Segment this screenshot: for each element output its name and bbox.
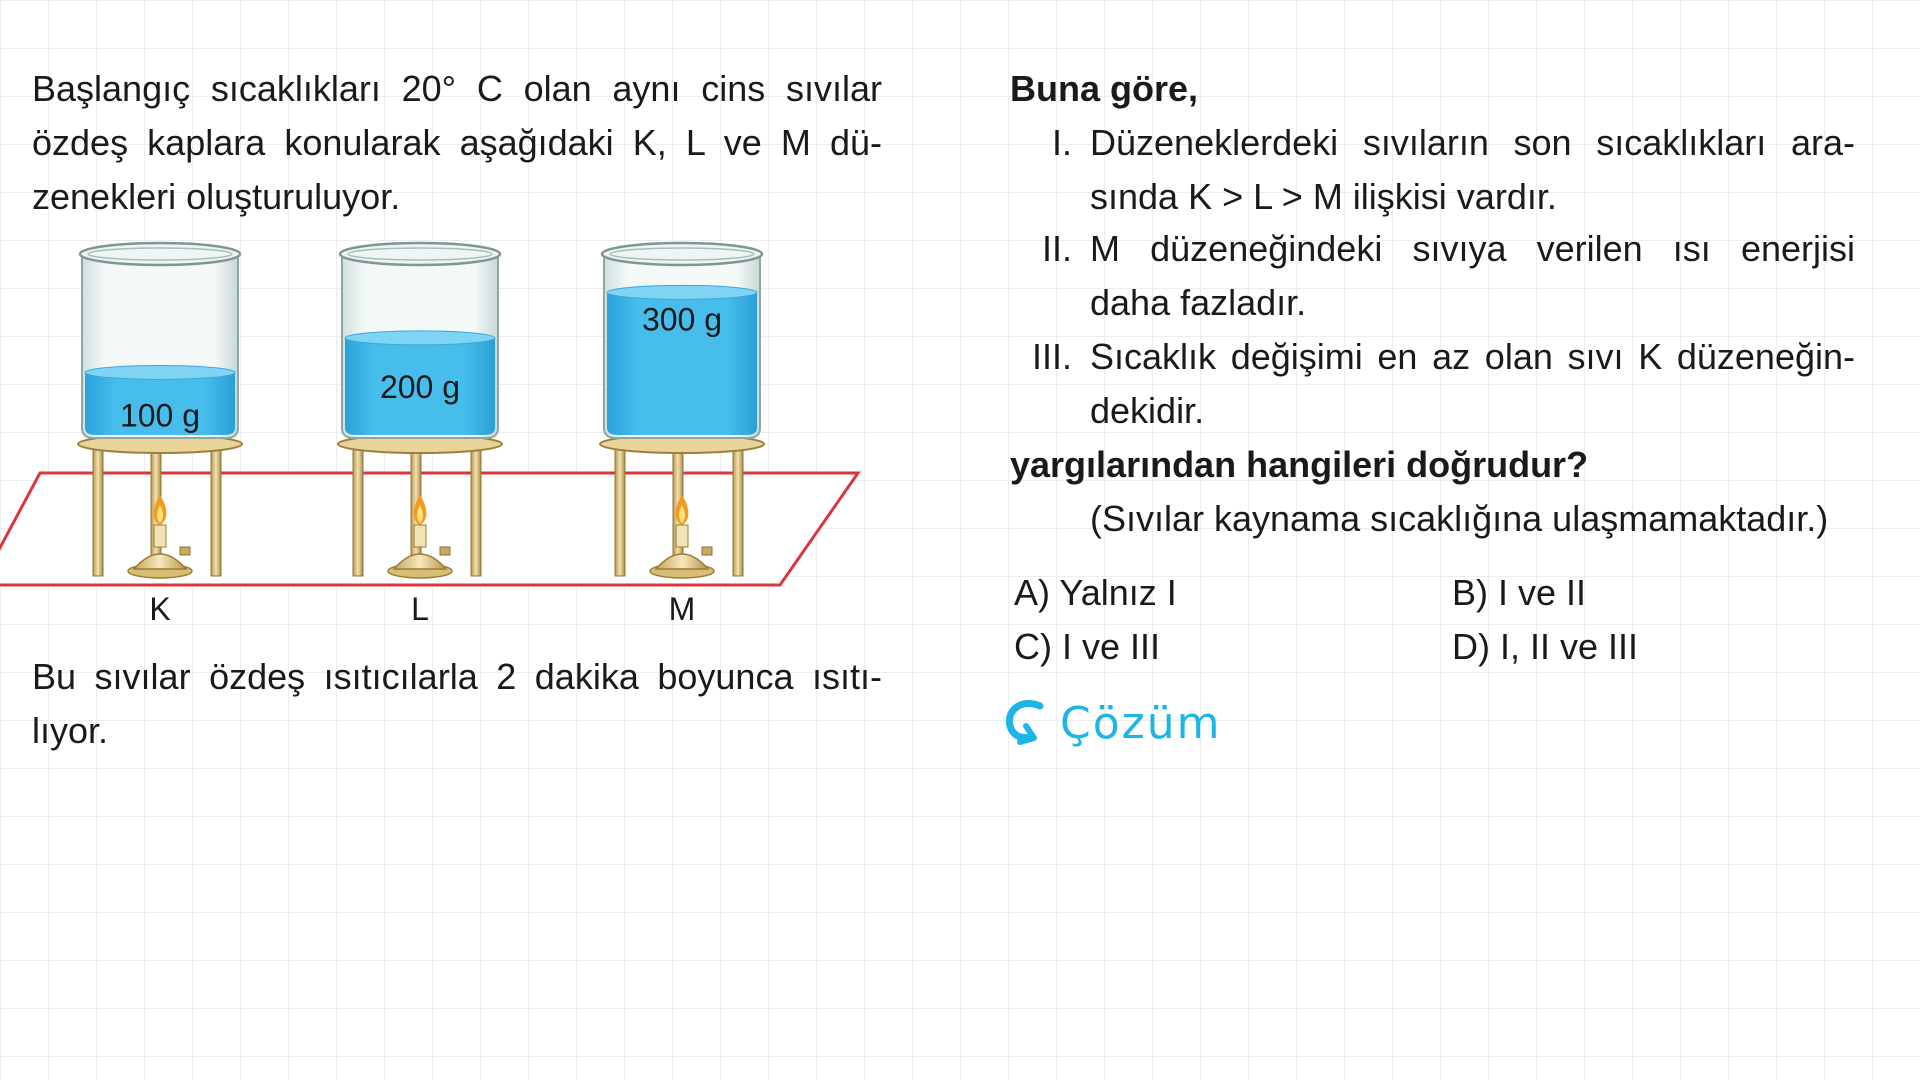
- statement-number: III.: [1031, 336, 1072, 377]
- stand-leg: [733, 444, 743, 576]
- heating-line: lıyor.: [32, 710, 109, 751]
- setup-label: M: [668, 591, 696, 627]
- setup-label: L: [411, 591, 429, 627]
- water-surface: [345, 331, 495, 345]
- stand-leg: [93, 444, 103, 576]
- intro-paragraph: [32, 62, 882, 224]
- statement-number: I.: [1051, 122, 1072, 163]
- setup-label: K: [149, 591, 171, 627]
- intro-line: Başlangıç sıcaklıkları 20° C olan aynı cins sıvılar: [32, 68, 882, 109]
- beaker-rim: [602, 243, 762, 265]
- statement-line: sında K > L > M ilişkisi vardır.: [1090, 176, 1557, 217]
- experiment-figure: [0, 220, 880, 640]
- statement-1: [1010, 116, 1855, 224]
- statement-3: [1010, 330, 1855, 438]
- question-lead: Buna göre,: [1010, 68, 1199, 109]
- beaker-mass-label: 200 g: [379, 368, 461, 405]
- beaker-rim: [80, 243, 240, 265]
- solution-label: Çözüm: [1060, 698, 1222, 749]
- beaker-setup-l: [338, 243, 502, 627]
- option-b[interactable]: B) I ve II: [1452, 572, 1587, 613]
- beaker-rim: [340, 243, 500, 265]
- water-surface: [85, 365, 235, 379]
- water-surface: [607, 285, 757, 299]
- beaker-mass-label: 100 g: [119, 397, 201, 434]
- option-a[interactable]: A) Yalnız I: [1014, 572, 1177, 613]
- burner-knob: [180, 547, 190, 555]
- statement-line: Düzeneklerdeki sıvıların son sıcaklıkları ara-: [1090, 122, 1855, 163]
- stand-leg: [471, 444, 481, 576]
- stand-leg: [615, 444, 625, 576]
- stand-leg: [353, 444, 363, 576]
- statement-line: daha fazladır.: [1090, 282, 1307, 323]
- solution-arrow-icon: [1000, 696, 1050, 752]
- stand-leg: [211, 444, 221, 576]
- beaker-mass-label: 300 g: [641, 301, 723, 338]
- question-note: (Sıvılar kaynama sıcaklığına ulaşmamaktadır.): [1090, 498, 1829, 539]
- statement-line: Sıcaklık değişimi en az olan sıvı K düzeneğin-: [1090, 336, 1855, 377]
- burner-wick-holder: [676, 525, 688, 547]
- beaker-setup-m: [600, 243, 764, 627]
- intro-line: zenekleri oluşturuluyor.: [32, 176, 401, 217]
- beaker-setup-k: [78, 243, 242, 627]
- statement-2: [1010, 222, 1855, 330]
- burner-knob: [702, 547, 712, 555]
- statement-line: dekidir.: [1090, 390, 1205, 431]
- burner-wick-holder: [414, 525, 426, 547]
- heating-paragraph: [32, 650, 882, 758]
- heating-line: Bu sıvılar özdeş ısıtıcılarla 2 dakika boyunca ısıtı-: [32, 656, 882, 697]
- intro-line: özdeş kaplara konularak aşağıdaki K, L ve M dü-: [32, 122, 882, 163]
- question-prompt: yargılarından hangileri doğrudur?: [1010, 444, 1589, 485]
- burner-wick-holder: [154, 525, 166, 547]
- burner-knob: [440, 547, 450, 555]
- statement-number: II.: [1041, 228, 1072, 269]
- option-c[interactable]: C) I ve III: [1014, 626, 1161, 667]
- option-d[interactable]: D) I, II ve III: [1452, 626, 1639, 667]
- statement-line: M düzeneğindeki sıvıya verilen ısı enerjisi: [1090, 228, 1855, 269]
